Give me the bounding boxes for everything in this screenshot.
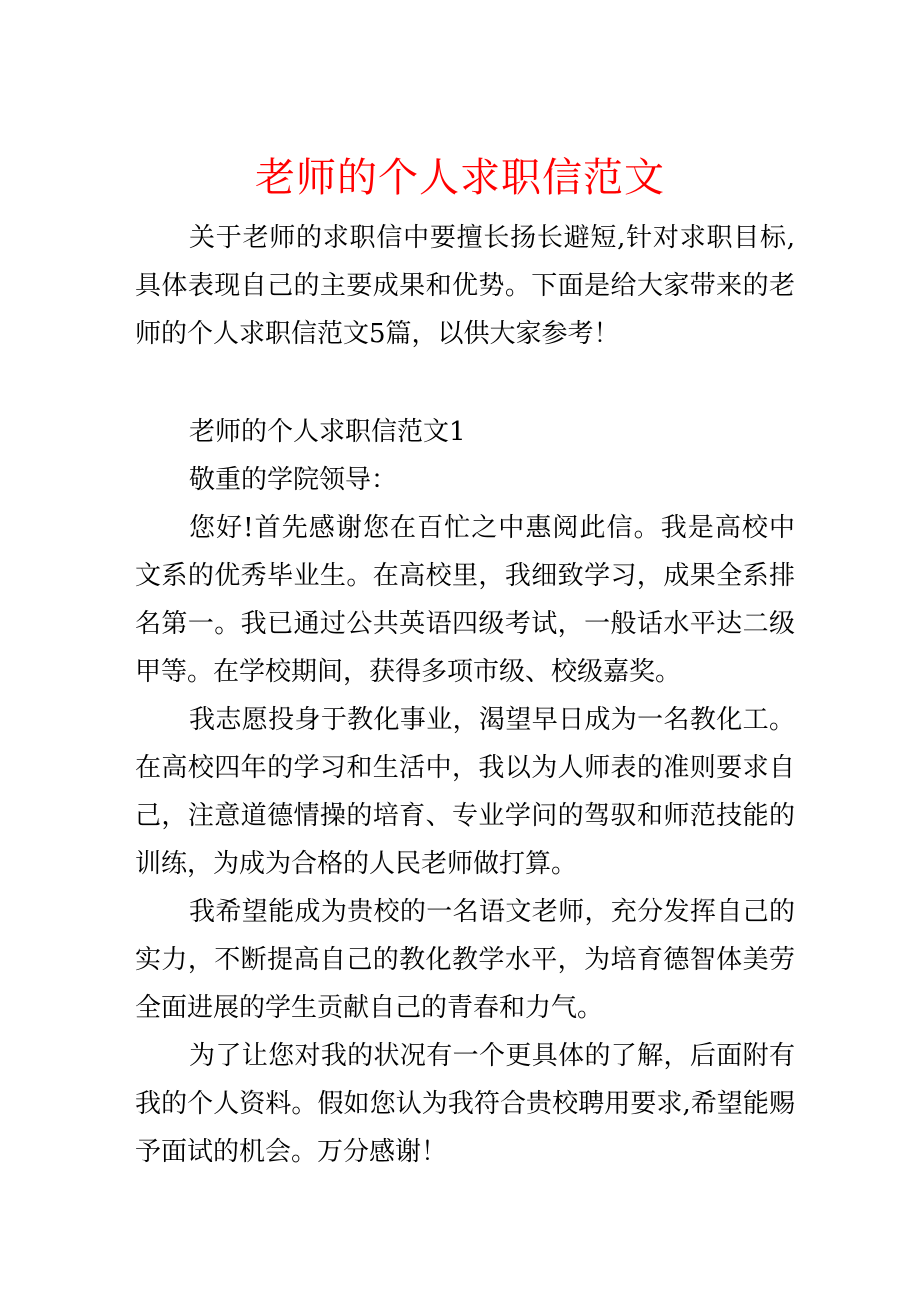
salutation: 敬重的学院领导： — [189, 465, 398, 495]
document-title: 老师的个人求职信范文 — [255, 155, 665, 201]
letter-paragraph-3: 我希望能成为贵校的一名语文老师，充分发挥自己的实力，不断提高自己的教化教学水平，为培育德智体美劳全面进展的学生贡献自己的青春和力气。 — [135, 897, 795, 1023]
section-heading: 老师的个人求职信范文1 — [189, 417, 466, 447]
letter-paragraph-2: 我志愿投身于教化事业，渴望早日成为一名教化工。在高校四年的学习和生活中，我以为人师表的准则要求自己，注意道德情操的培育、专业学问的驾驭和师范技能的训练，为成为合格的人民老师做打算。 — [135, 705, 795, 879]
letter-paragraph-1: 您好!首先感谢您在百忙之中惠阅此信。我是高校中文系的优秀毕业生。在高校里，我细致学习，成果全系排名第一。我已通过公共英语四级考试，一般话水平达二级甲等。在学校期间，获得多项市级、校级嘉奖。 — [135, 513, 795, 687]
intro-paragraph: 关于老师的求职信中要擅长扬长避短,针对求职目标,具体表现自己的主要成果和优势。下面是给大家带来的老师的个人求职信范文5篇，以供大家参考！ — [135, 223, 795, 349]
letter-paragraph-4: 为了让您对我的状况有一个更具体的了解，后面附有我的个人资料。假如您认为我符合贵校聘用要求,希望能赐予面试的机会。万分感谢！ — [135, 1041, 795, 1167]
